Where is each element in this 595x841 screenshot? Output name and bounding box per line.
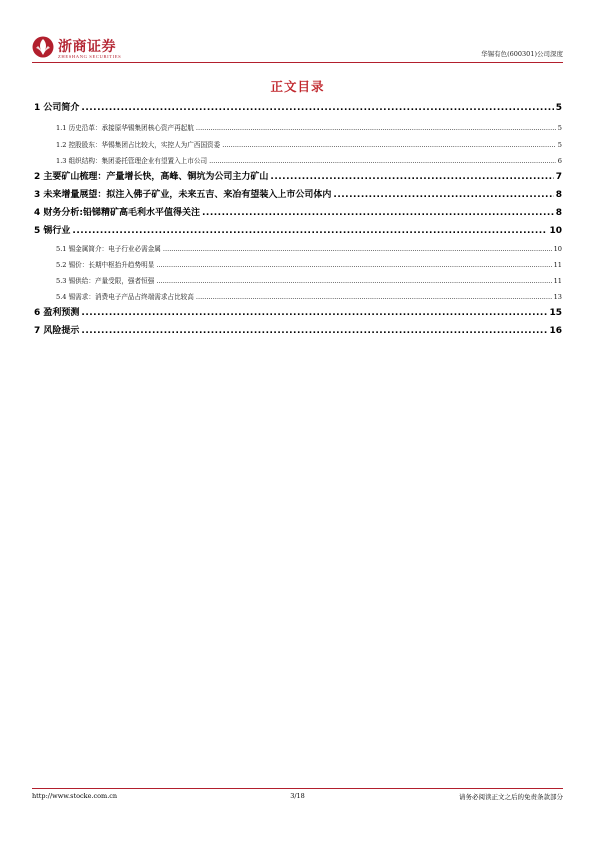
toc-leader (156, 277, 551, 285)
logo-name-cn: 浙商证券 (58, 39, 116, 55)
header-divider (32, 62, 563, 63)
toc-entry-page: 13 (553, 293, 562, 301)
toc-entry-title: 5.4 锡需求：消费电子产品占终端需求占比较高 (56, 293, 194, 301)
toc-entry-page: 5 (555, 103, 562, 113)
toc-entry[interactable] (34, 305, 562, 318)
toc-entry-title: 2 主要矿山梳理：产量增长快，高峰、铜坑为公司主力矿山 (34, 172, 269, 182)
toc-entry[interactable] (34, 122, 562, 132)
toc-leader (270, 172, 553, 182)
toc-entry-page: 6 (557, 157, 562, 165)
footer-divider (32, 788, 563, 789)
page-number: 3/18 (290, 792, 305, 800)
toc-leader (222, 141, 556, 149)
toc-entry-title: 1.3 组织结构：集团委托管理企业有望置入上市公司 (56, 157, 208, 165)
toc-entry-page: 5 (557, 141, 562, 149)
toc-leader (209, 157, 556, 165)
toc-leader (333, 190, 553, 200)
toc-leader (196, 124, 556, 132)
toc-entry-title: 3 未来增量展望：拟注入佛子矿业，未来五吉、来冶有望装入上市公司体内 (34, 190, 332, 200)
toc-leader (81, 308, 547, 318)
toc-entry-page: 7 (555, 172, 562, 182)
page-header (32, 34, 563, 64)
toc-entry[interactable] (34, 223, 562, 236)
toc-entry[interactable] (34, 243, 562, 253)
toc-entry[interactable] (34, 259, 562, 269)
footer-website-link[interactable]: http://www.stocke.com.cn (32, 792, 118, 800)
toc-leader (196, 293, 552, 301)
toc-entry-page: 10 (553, 245, 562, 253)
toc-entry-title: 6 盈利预测 (34, 308, 80, 318)
toc-entry-page: 11 (553, 261, 562, 269)
logo-mark-icon (32, 36, 54, 58)
toc-entry-page: 16 (549, 326, 562, 336)
toc-entry[interactable] (34, 187, 562, 200)
toc-entry-title: 7 风险提示 (34, 326, 80, 336)
toc-entry[interactable] (34, 100, 562, 113)
toc-entry[interactable] (34, 291, 562, 301)
toc-entry-page: 10 (549, 226, 562, 236)
page-title: 正文目录 (270, 79, 325, 94)
report-tag: 华锡有色(600301)公司深度 (481, 50, 563, 58)
toc-entry[interactable] (34, 169, 562, 182)
toc-entry-title: 5.3 锡供给：产量受限，强者恒强 (56, 277, 155, 285)
toc-leader (156, 261, 551, 269)
company-logo (32, 34, 152, 64)
footer-disclaimer: 请务必阅读正文之后的免责条款部分 (459, 793, 563, 801)
toc-entry-page: 5 (557, 124, 562, 132)
toc-entry-title: 1.2 控股股东：华锡集团占比较大，实控人为广西国资委 (56, 141, 221, 149)
toc-entry[interactable] (34, 275, 562, 285)
toc-entry-title: 5 锡行业 (34, 226, 71, 236)
toc-entry[interactable] (34, 205, 562, 218)
toc-entry[interactable] (34, 323, 562, 336)
toc-leader (72, 226, 547, 236)
toc-entry-title: 5.2 锡价：长期中枢抬升趋势明显 (56, 261, 155, 269)
toc-entry[interactable] (34, 155, 562, 165)
toc-entry-title: 1.1 历史沿革：承接原华锡集团核心资产再起航 (56, 124, 194, 132)
toc-leader (81, 326, 547, 336)
toc-leader (81, 103, 553, 113)
toc-entry-title: 4 财务分析:铅锑精矿高毛利水平值得关注 (34, 208, 200, 218)
toc-entry-page: 8 (555, 190, 562, 200)
logo-name-en: ZHESHANG SECURITIES (58, 54, 122, 59)
page-footer (32, 792, 563, 802)
toc-entry[interactable] (34, 139, 562, 149)
toc-entry-page: 15 (549, 308, 562, 318)
toc-entry-title: 5.1 锡金属简介：电子行业必需金属 (56, 245, 161, 253)
toc-entry-title: 1 公司简介 (34, 103, 80, 113)
toc-leader (163, 245, 552, 253)
toc-leader (202, 208, 554, 218)
toc-entry-page: 8 (555, 208, 562, 218)
toc-entry-page: 11 (553, 277, 562, 285)
